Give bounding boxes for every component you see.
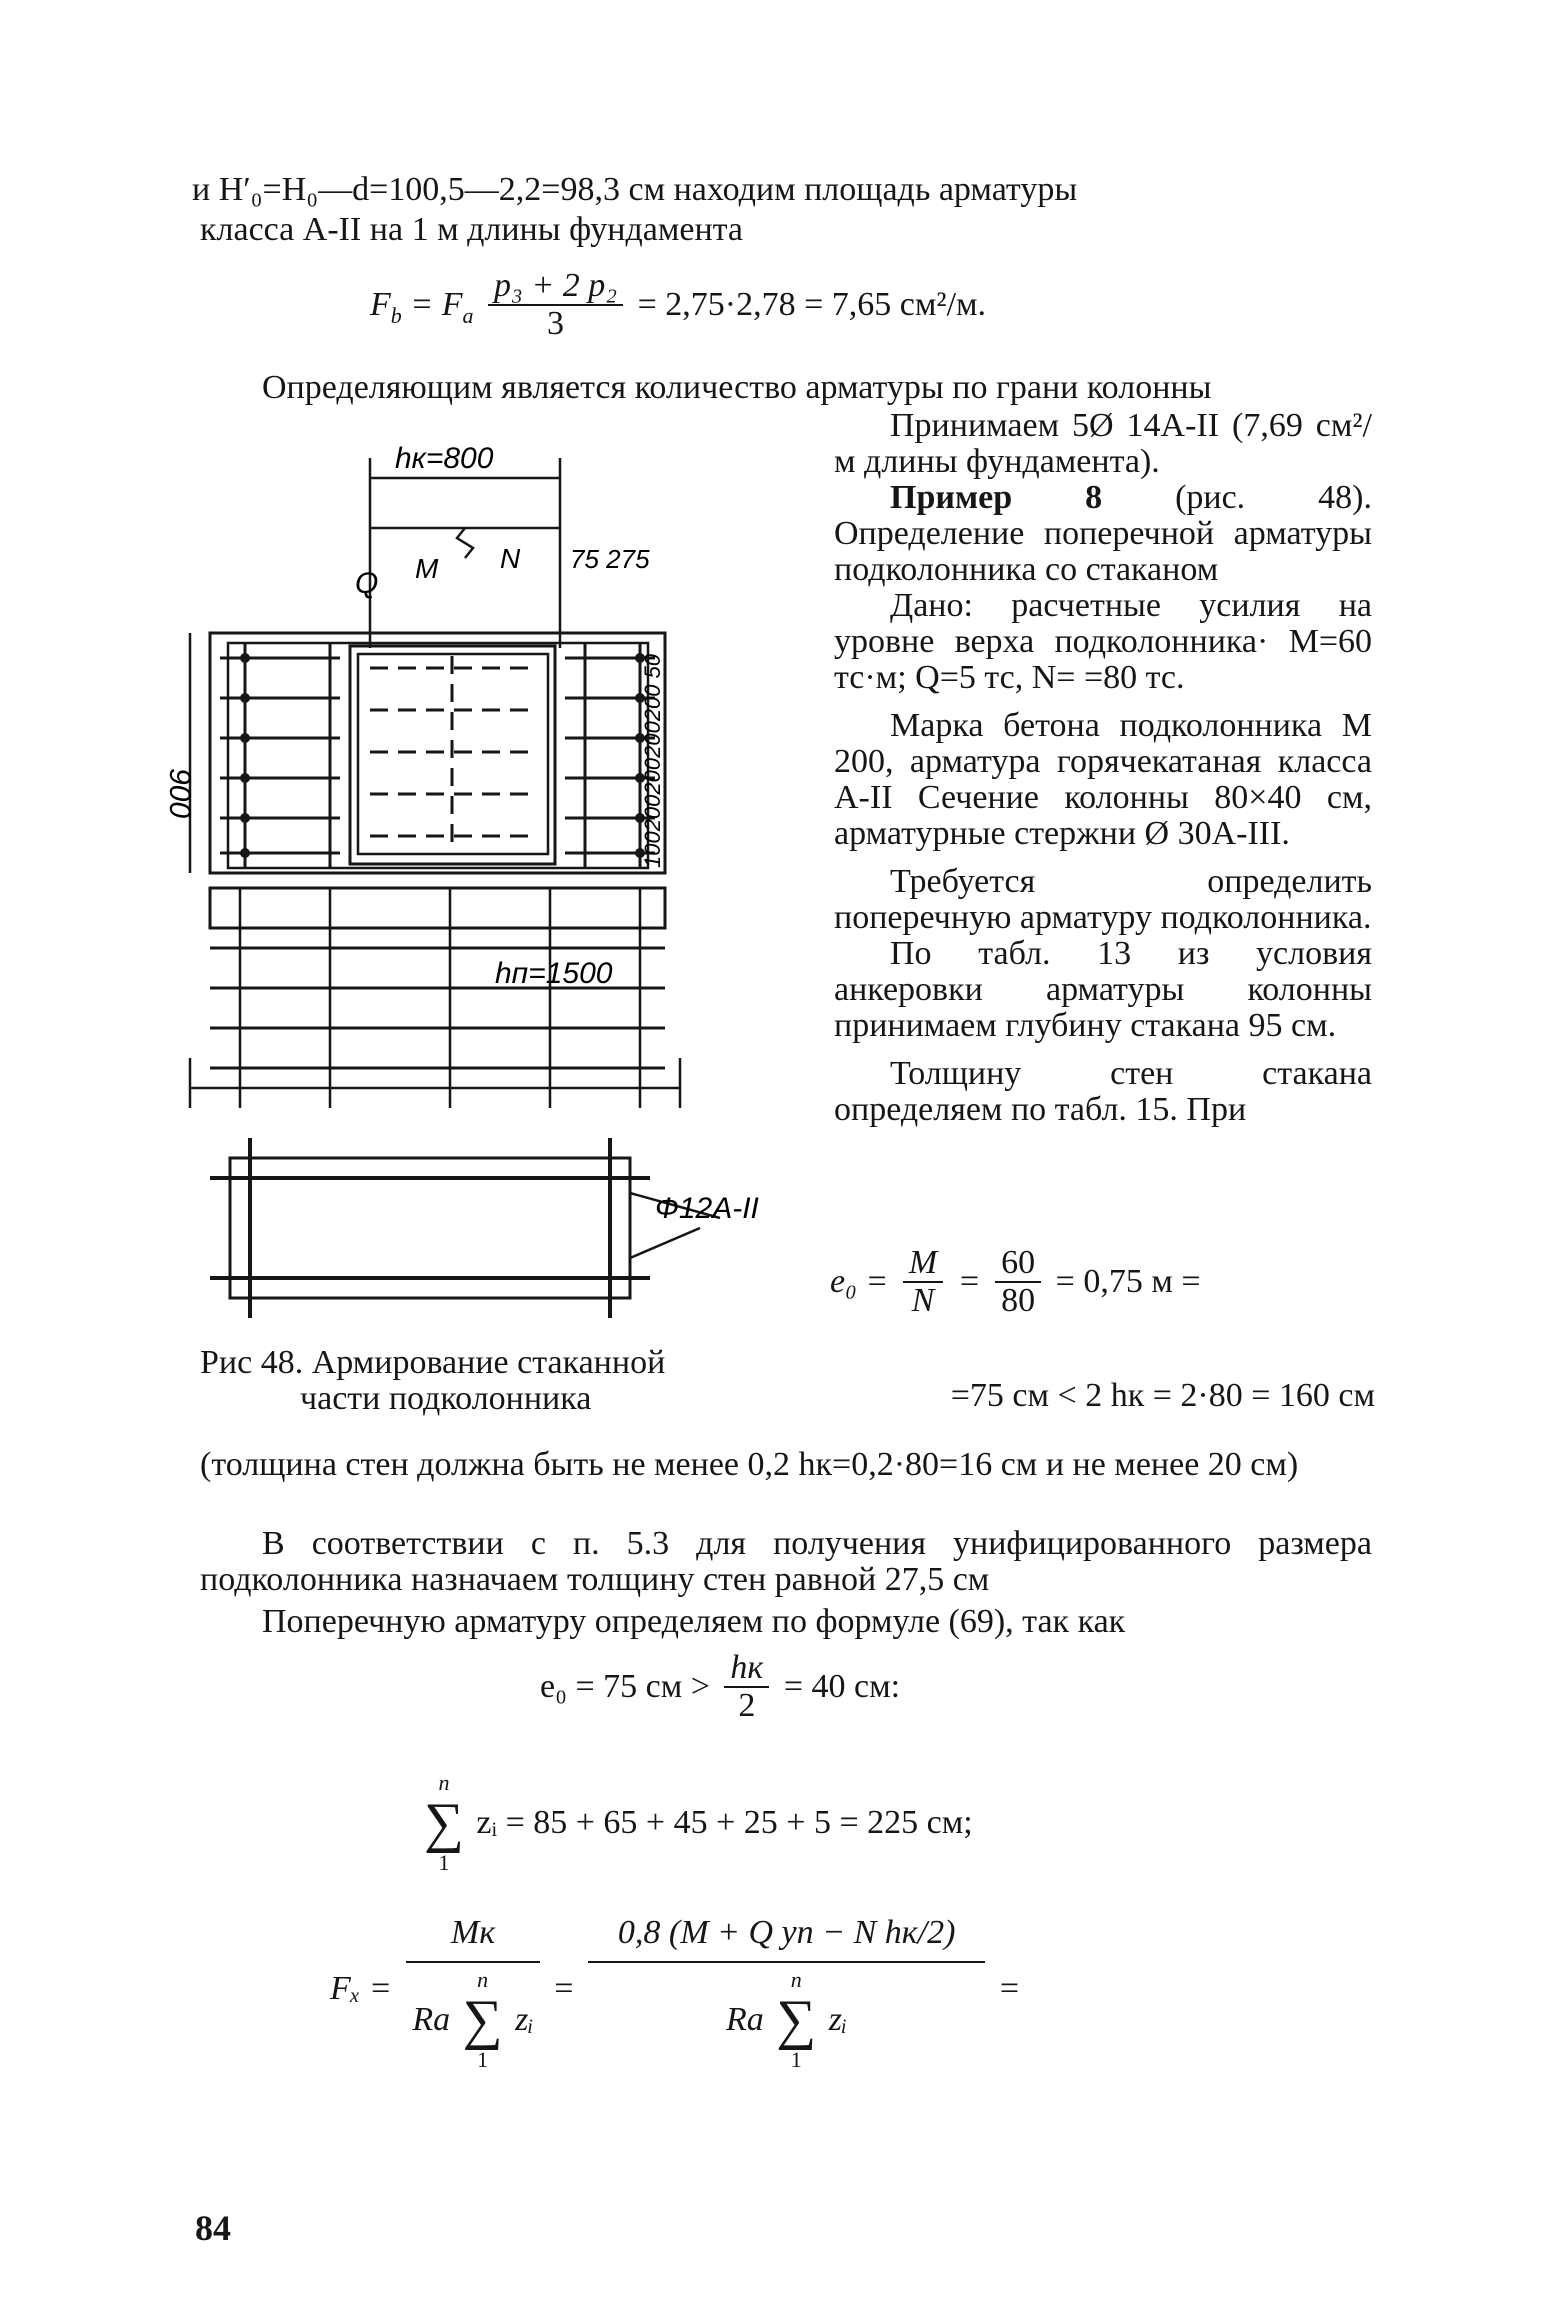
caption-line1: Рис 48. Армирование стаканной bbox=[200, 1344, 666, 1381]
cond-lhs: e₀ = 75 см > bbox=[540, 1668, 710, 1705]
sum-formula bbox=[420, 1770, 1220, 1880]
right-para-7: Толщину стен стакана определяем по табл. 15. При bbox=[834, 1055, 1372, 1128]
right-para-2: Пример 8 (рис. 48). Определение поперечной арматуры подколонника со стаканом bbox=[834, 479, 1372, 588]
fx-eq: = bbox=[554, 1970, 574, 2007]
fx-sigma2: n ∑ 1 bbox=[776, 1967, 817, 2072]
e0-formula bbox=[830, 1245, 1370, 1335]
height-900-label: 900 bbox=[163, 768, 196, 819]
defining-line: Определяющим является количество арматуры по грани колонны bbox=[262, 369, 1212, 406]
right-para-5: Требуется определить поперечную арматуру подколонника. bbox=[834, 863, 1372, 936]
fx-formula bbox=[330, 1905, 1330, 2125]
fb-fraction: $\frac{\text{p₃ + 2 p₂}}{3}$ bbox=[488, 268, 623, 342]
right-para-1: Принимаем 5Ø 14А-II (7,69 см²/м длины фундамента). bbox=[834, 407, 1372, 480]
example-heading: Пример 8 bbox=[890, 479, 1103, 516]
figure-48-reinforcement bbox=[163, 428, 790, 1328]
intro-line2: класса А-II на 1 м длины фундамента bbox=[200, 211, 744, 248]
intro-line1: и H′₀=H₀—d=100,5—2,2=98,3 см находим площадь арматуры bbox=[192, 171, 1078, 208]
cond-frac: $\frac{hк}{2}$ bbox=[724, 1650, 769, 1724]
para-transverse: Поперечную арматуру определяем по формуле (69), так как bbox=[262, 1603, 1126, 1640]
wall-label: 75 275 bbox=[570, 544, 650, 574]
e0-lhs: e₀ = bbox=[830, 1263, 889, 1300]
right-column bbox=[834, 408, 1372, 1128]
right-para-3: Дано: расчетные усилия на уровне верха подколонника· М=60 тс·м; Q=5 тс, N= =80 тс. bbox=[834, 587, 1372, 696]
fx-sigma1: n ∑ 1 bbox=[462, 1967, 503, 2072]
spacing-label: 100200200200200 50 bbox=[640, 653, 665, 868]
e0-eq: = bbox=[957, 1263, 981, 1300]
n-label: N bbox=[500, 543, 521, 574]
fx-end: = bbox=[999, 1970, 1020, 2007]
fx-lhs: Fₓ = bbox=[330, 1970, 392, 2007]
para-accordance: В соответствии с п. 5.3 для получения унифицированного размера подколонника назначаем толщину стен равной 27,5 см bbox=[200, 1525, 1372, 1598]
cond-rhs: = 40 см: bbox=[783, 1668, 901, 1705]
right-para-6: По табл. 13 из условия анкеровки арматуры колонны принимаем глубину стакана 95 см. bbox=[834, 935, 1372, 1044]
q-label: Q bbox=[355, 567, 379, 600]
fb-rhs: = 2,75·2,78 = 7,65 см²/м. bbox=[637, 286, 987, 323]
right-para-4: Марка бетона подколонника М 200, арматура горячекатаная класса А-II Сечение колонны 80×40 см, арматурные стержни Ø 30А-III. bbox=[834, 707, 1372, 852]
condition-formula bbox=[540, 1650, 1140, 1746]
e0-rhs: = 0,75 м = bbox=[1055, 1263, 1201, 1300]
hn-label: hп=1500 bbox=[495, 957, 613, 990]
e0-frac2: $\frac{60}{80}$ bbox=[995, 1245, 1041, 1319]
m-label: M bbox=[415, 553, 439, 584]
fx-frac2: 0,8 (M + Q yп − N hк/2) Rа n ∑ 1 zᵢ bbox=[588, 1905, 986, 2073]
fb-eq1: = $F_а$ bbox=[410, 286, 474, 328]
sum-sigma: n ∑ 1 bbox=[424, 1770, 464, 1875]
hk-label: hк=800 bbox=[395, 442, 494, 475]
figure-caption bbox=[200, 1345, 800, 1417]
caption-line2: части подколонника bbox=[300, 1380, 592, 1417]
sum-expr: zᵢ = 85 + 65 + 45 + 25 + 5 = 225 см; bbox=[476, 1804, 973, 1841]
e0-frac1: $\frac{M}{N}$ bbox=[903, 1245, 943, 1319]
e0-line2: =75 см < 2 hк = 2·80 = 160 см bbox=[950, 1377, 1375, 1414]
formula-fb bbox=[370, 268, 1370, 358]
page-number: 84 bbox=[195, 2208, 231, 2248]
fx-frac1: Mк Rа n ∑ 1 zᵢ bbox=[406, 1905, 539, 2073]
bar-label: Ф12А-II bbox=[655, 1192, 759, 1225]
para-thickness: (толщина стен должна быть не менее 0,2 hк=0,2·80=16 см и не менее 20 см) bbox=[200, 1446, 1299, 1483]
fb-lhs: $F_b$ bbox=[370, 286, 402, 328]
